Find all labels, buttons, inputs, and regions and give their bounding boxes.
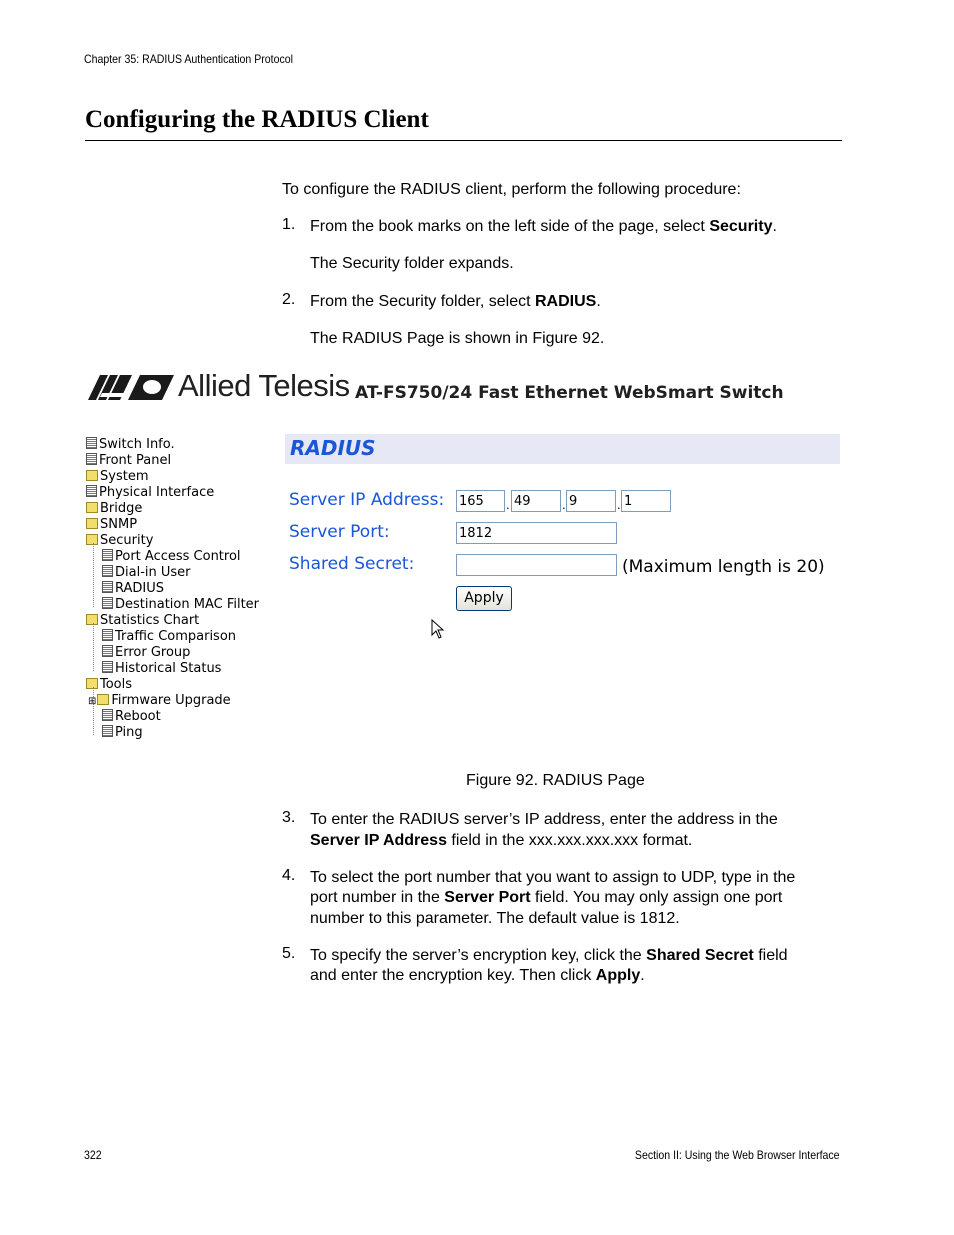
tree-item-front-panel[interactable] xyxy=(86,453,171,469)
server-ip-octet-1[interactable] xyxy=(456,490,505,512)
server-port-label: Server Port: xyxy=(289,522,390,542)
apply-button[interactable]: Apply xyxy=(456,586,512,611)
max-length-note: (Maximum length is 20) xyxy=(622,557,825,577)
open-folder-icon xyxy=(86,678,98,689)
step-text: field in the xxx.xxx.xxx.xxx format. xyxy=(446,832,693,849)
tree-item-physical-interface[interactable] xyxy=(86,485,214,501)
tree-label: Port Access Control xyxy=(115,549,241,564)
tree-item-firmware-upgrade[interactable] xyxy=(88,693,231,709)
step-bold: RADIUS xyxy=(534,293,597,310)
ip-dot-separator: . xyxy=(562,497,566,512)
tree-item-dial-in-user[interactable] xyxy=(102,565,191,581)
folder-icon xyxy=(86,518,98,529)
document-icon xyxy=(102,597,113,609)
tree-label: Reboot xyxy=(115,709,161,724)
intro-text: To configure the RADIUS client, perform the following procedure: xyxy=(282,181,741,198)
step-3-line-2 xyxy=(310,830,692,851)
tree-item-security[interactable] xyxy=(86,533,153,549)
tree-label: Front Panel xyxy=(99,453,172,468)
mouse-cursor-icon xyxy=(431,619,445,639)
page-number: 322 xyxy=(84,1148,102,1162)
allied-telesis-logo-icon xyxy=(88,373,132,401)
expand-icon[interactable]: ⊞ xyxy=(88,696,97,707)
tree-label: Traffic Comparison xyxy=(115,629,237,644)
tree-label: Ping xyxy=(115,725,143,740)
server-ip-octet-4[interactable] xyxy=(621,490,671,512)
tree-item-system[interactable] xyxy=(86,469,148,485)
tree-item-destination-mac-filter[interactable] xyxy=(102,597,259,613)
tree-item-switch-info[interactable] xyxy=(86,437,175,453)
radius-page-title: RADIUS xyxy=(290,436,376,460)
tree-label: Destination MAC Filter xyxy=(115,597,260,612)
title-rule xyxy=(85,140,842,141)
shared-secret-input[interactable] xyxy=(456,554,617,576)
step-bold: Shared Secret xyxy=(646,947,754,964)
step-5-line-2 xyxy=(310,965,645,986)
step-5-line-1 xyxy=(310,945,788,966)
section-title: Configuring the RADIUS Client xyxy=(85,106,429,133)
step-text: field. You may only assign one port xyxy=(530,889,783,906)
step-number: 3. xyxy=(282,809,296,826)
step-text: . xyxy=(640,967,645,984)
tree-label: Historical Status xyxy=(115,661,222,676)
footer-section: Section II: Using the Web Browser Interface xyxy=(635,1148,840,1162)
step-text: To specify the server’s encryption key, click the xyxy=(310,947,647,964)
step-text: . xyxy=(596,293,601,310)
document-icon xyxy=(86,453,97,465)
tree-connector xyxy=(93,543,94,607)
tree-label: Switch Info. xyxy=(99,437,175,452)
document-icon xyxy=(102,629,113,641)
folder-icon xyxy=(86,470,98,481)
tree-label: Statistics Chart xyxy=(100,613,200,628)
tree-item-traffic-comparison[interactable] xyxy=(102,629,236,645)
document-icon xyxy=(102,661,113,673)
step-text: field xyxy=(753,947,788,964)
server-ip-octet-3[interactable] xyxy=(566,490,616,512)
tree-label: Physical Interface xyxy=(99,485,215,500)
figure-caption: Figure 92. RADIUS Page xyxy=(466,772,645,789)
step-bold: Apply xyxy=(595,967,641,984)
tree-item-error-group[interactable] xyxy=(102,645,190,661)
tree-label: Dial-in User xyxy=(115,565,191,580)
document-icon xyxy=(86,485,97,497)
step-text: port number in the xyxy=(310,889,445,906)
server-ip-octet-2[interactable] xyxy=(511,490,561,512)
tree-label: Tools xyxy=(100,677,133,692)
document-icon xyxy=(102,565,113,577)
document-icon xyxy=(86,437,97,449)
tree-item-bridge[interactable] xyxy=(86,501,142,517)
document-icon xyxy=(102,709,113,721)
folder-icon xyxy=(97,694,109,705)
tree-connector xyxy=(93,623,94,671)
document-icon xyxy=(102,581,113,593)
step-text: . xyxy=(772,218,777,235)
step-number: 4. xyxy=(282,867,296,884)
tree-item-port-access-control[interactable] xyxy=(102,549,241,565)
product-title: AT-FS750/24 Fast Ethernet WebSmart Switch xyxy=(355,383,784,403)
step-1-note: The Security folder expands. xyxy=(310,255,514,272)
tree-label: System xyxy=(100,469,149,484)
chapter-header: Chapter 35: RADIUS Authentication Protocol xyxy=(84,52,293,66)
server-port-input[interactable] xyxy=(456,522,617,544)
step-4-line-3: number to this parameter. The default value is 1812. xyxy=(310,910,680,927)
step-3-line-1: To enter the RADIUS server’s IP address, enter the address in the xyxy=(310,811,778,828)
folder-icon xyxy=(86,502,98,513)
step-text: From the Security folder, select xyxy=(310,293,535,310)
tree-item-snmp[interactable] xyxy=(86,517,137,533)
tree-item-ping[interactable] xyxy=(102,725,143,741)
tree-label: SNMP xyxy=(100,517,138,532)
shared-secret-label: Shared Secret: xyxy=(289,554,415,574)
step-2-text xyxy=(310,291,601,312)
tree-item-statistics-chart[interactable] xyxy=(86,613,199,629)
document-icon xyxy=(102,645,113,657)
step-2-note: The RADIUS Page is shown in Figure 92. xyxy=(310,330,605,347)
open-folder-icon xyxy=(86,534,98,545)
step-number: 1. xyxy=(282,216,296,233)
tree-label: Firmware Upgrade xyxy=(111,693,231,708)
document-icon xyxy=(102,725,113,737)
step-1-text xyxy=(310,216,777,237)
open-folder-icon xyxy=(86,614,98,625)
ip-dot-separator: . xyxy=(506,497,510,512)
logo-swoosh-icon xyxy=(128,373,174,401)
step-number: 2. xyxy=(282,291,296,308)
step-4-line-1: To select the port number that you want to assign to UDP, type in the xyxy=(310,869,796,886)
tree-item-reboot[interactable] xyxy=(102,709,161,725)
tree-item-radius[interactable] xyxy=(102,581,164,597)
step-4-line-2 xyxy=(310,887,782,908)
step-number: 5. xyxy=(282,945,296,962)
step-bold: Server Port xyxy=(444,889,531,906)
step-bold: Security xyxy=(709,218,773,235)
tree-label: Bridge xyxy=(100,501,143,516)
step-text: From the book marks on the left side of the page, select xyxy=(310,218,710,235)
ip-dot-separator: . xyxy=(617,497,621,512)
server-ip-label: Server IP Address: xyxy=(289,490,445,510)
tree-label: Security xyxy=(100,533,154,548)
document-icon xyxy=(102,549,113,561)
tree-label: RADIUS xyxy=(115,581,165,596)
tree-item-historical-status[interactable] xyxy=(102,661,221,677)
tree-label: Error Group xyxy=(115,645,191,660)
step-bold: Server IP Address xyxy=(310,832,447,849)
step-text: and enter the encryption key. Then click xyxy=(310,967,596,984)
logo-text: Allied Telesis xyxy=(178,368,350,403)
